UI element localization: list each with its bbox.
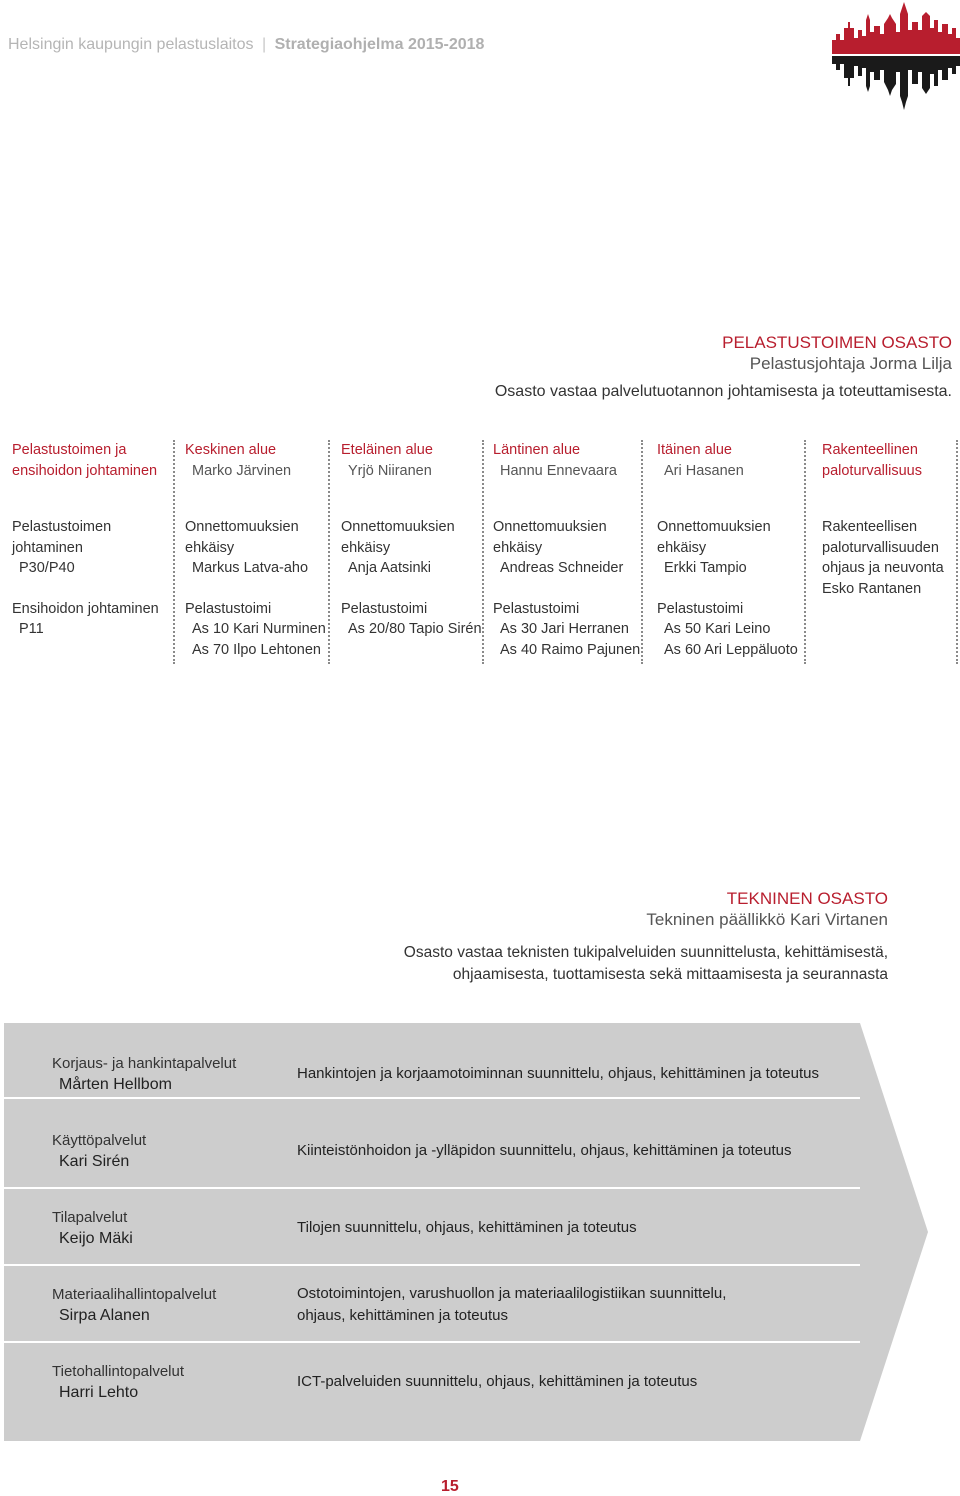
- service-person: Keijo Mäki: [59, 1230, 133, 1247]
- unit-head: Yrjö Niiranen: [348, 462, 432, 479]
- unit-title: ensihoidon johtaminen: [12, 462, 158, 479]
- unit-column: [185, 440, 330, 664]
- page-number: 15: [441, 1478, 459, 1495]
- unit-title: Läntinen alue: [493, 442, 581, 458]
- service-name: Tietohallintopalvelut: [52, 1363, 185, 1380]
- department-description: [404, 942, 888, 986]
- unit-line: Anja Aatsinki: [348, 560, 432, 576]
- service-label: [52, 1361, 184, 1403]
- header-separator: |: [261, 36, 267, 53]
- unit-title: Keskinen alue: [185, 442, 277, 458]
- unit-line: P30/P40: [19, 560, 75, 576]
- service-description: [297, 1283, 726, 1327]
- service-description-line: Tilojen suunnittelu, ohjaus, kehittäminen ja toteutus: [297, 1219, 637, 1236]
- unit-line: Ensihoidon johtaminen: [12, 600, 159, 617]
- running-header: [8, 36, 484, 54]
- unit-title: Itäinen alue: [657, 442, 732, 458]
- service-person: Kari Sirén: [59, 1153, 130, 1170]
- unit-line-spacer: [657, 579, 806, 599]
- department-head: Pelastusjohtaja Jorma Lilja: [749, 354, 952, 373]
- service-row: [4, 1113, 860, 1189]
- unit-line: johtaminen: [12, 539, 83, 556]
- unit-column: [822, 440, 958, 664]
- unit-line: paloturvallisuuden: [822, 539, 939, 556]
- service-description: [297, 1371, 697, 1393]
- service-description: [297, 1140, 792, 1162]
- service-description-line: ohjaus, kehittäminen ja toteutus: [297, 1307, 508, 1324]
- unit-line: Pelastustoimi: [185, 600, 272, 617]
- unit-body: [493, 517, 643, 660]
- description-line: Osasto vastaa teknisten tukipalveluiden suunnittelusta, kehittämisestä,: [403, 944, 888, 961]
- unit-body: [12, 517, 175, 640]
- service-name: Korjaus- ja hankintapalvelut: [52, 1055, 237, 1072]
- unit-line: Markus Latva-aho: [192, 560, 309, 576]
- unit-line: Esko Rantanen: [822, 580, 922, 597]
- department-title: PELASTUSTOIMEN OSASTO: [722, 333, 952, 352]
- unit-body: [341, 517, 484, 640]
- services-list: [4, 1023, 860, 1441]
- unit-line: As 70 Ilpo Lehtonen: [192, 641, 321, 658]
- unit-line: Erkki Tampio: [664, 560, 747, 576]
- unit-head: Marko Järvinen: [192, 462, 292, 479]
- service-description-line: ICT-palveluiden suunnittelu, ohjaus, kehittäminen ja toteutus: [297, 1373, 698, 1390]
- unit-line: As 60 Ari Leppäluoto: [664, 641, 798, 658]
- service-name: Käyttöpalvelut: [52, 1132, 147, 1149]
- unit-title: Eteläinen alue: [341, 442, 433, 458]
- skyline-reflection: [832, 56, 960, 110]
- service-row: [4, 1023, 860, 1099]
- row-divider: [4, 1097, 860, 1099]
- department-description: Osasto vastaa palvelutuotannon johtamisesta ja toteuttamisesta.: [494, 383, 952, 400]
- description-line: ohjaamisesta, tuottamisesta sekä mittaamisesta ja seurannasta: [452, 966, 888, 983]
- department-title: TEKNINEN OSASTO: [726, 889, 888, 908]
- unit-line: As 30 Jari Herranen: [500, 621, 629, 637]
- unit-body: [185, 517, 330, 660]
- service-description-line: Hankintojen ja korjaamotoiminnan suunnittelu, ohjaus, kehittäminen ja toteutus: [297, 1065, 819, 1082]
- rescue-department-heading: [495, 332, 952, 402]
- unit-line: As 20/80 Tapio Sirén: [348, 621, 482, 637]
- service-description: [297, 1217, 637, 1239]
- organization-name: Helsingin kaupungin pelastuslaitos: [8, 36, 254, 53]
- unit-line: ehkäisy: [341, 539, 391, 556]
- service-description-line: Kiinteistönhoidon ja -ylläpidon suunnittelu, ohjaus, kehittäminen ja toteutus: [297, 1142, 792, 1159]
- service-label: [52, 1053, 236, 1095]
- unit-column: [12, 440, 175, 664]
- unit-line: As 10 Kari Nurminen: [192, 621, 326, 637]
- unit-column: [657, 440, 806, 664]
- unit-line: Rakenteellisen: [822, 519, 918, 535]
- unit-line: ohjaus ja neuvonta: [822, 560, 944, 576]
- unit-line: Andreas Schneider: [500, 560, 624, 576]
- unit-body: [657, 517, 806, 660]
- row-divider: [4, 1341, 860, 1343]
- service-description: [297, 1063, 819, 1085]
- row-divider: [4, 1264, 860, 1266]
- unit-line: P11: [19, 621, 44, 637]
- unit-line: As 40 Raimo Pajunen: [500, 641, 641, 658]
- unit-line: ehkäisy: [185, 539, 235, 556]
- service-label: [52, 1284, 216, 1326]
- unit-line: Onnettomuuksien: [657, 519, 771, 535]
- unit-line-spacer: [341, 579, 484, 599]
- service-row: [4, 1344, 860, 1420]
- service-name: Materiaalihallintopalvelut: [52, 1286, 217, 1303]
- unit-line: As 50 Kari Leino: [664, 621, 771, 637]
- unit-body: [822, 517, 958, 599]
- unit-title: paloturvallisuus: [822, 462, 922, 479]
- unit-line: Pelastustoimen: [12, 519, 112, 535]
- unit-head: Ari Hasanen: [664, 462, 744, 479]
- service-row: [4, 1190, 860, 1266]
- unit-line-spacer: [185, 579, 330, 599]
- service-label: [52, 1130, 146, 1172]
- service-person: Mårten Hellbom: [59, 1076, 172, 1093]
- department-head: Tekninen päällikkö Kari Virtanen: [646, 910, 888, 929]
- unit-line: Pelastustoimi: [657, 600, 744, 617]
- city-skyline-reflection-icon: [832, 0, 960, 112]
- service-label: [52, 1207, 133, 1249]
- row-divider: [4, 1187, 860, 1189]
- unit-line: Onnettomuuksien: [341, 519, 455, 535]
- unit-line-spacer: [493, 579, 643, 599]
- unit-title: Pelastustoimen ja: [12, 442, 127, 458]
- service-row: [4, 1267, 860, 1343]
- unit-line: Pelastustoimi: [493, 600, 580, 617]
- unit-title: Rakenteellinen: [822, 442, 918, 458]
- program-name: Strategiaohjelma 2015-2018: [274, 36, 485, 53]
- unit-column: [493, 440, 643, 664]
- service-person: Harri Lehto: [59, 1384, 139, 1401]
- unit-head: Hannu Ennevaara: [500, 462, 617, 479]
- unit-line: ehkäisy: [657, 539, 707, 556]
- skyline-top: [832, 2, 960, 54]
- unit-line: Onnettomuuksien: [185, 519, 299, 535]
- unit-line: Onnettomuuksien: [493, 519, 607, 535]
- service-person: Sirpa Alanen: [59, 1307, 150, 1324]
- unit-column: [341, 440, 484, 664]
- unit-line-spacer: [12, 579, 175, 599]
- technical-department-heading: [404, 888, 888, 986]
- service-name: Tilapalvelut: [52, 1209, 128, 1226]
- unit-line: Pelastustoimi: [341, 600, 428, 617]
- service-description-line: Ostotoimintojen, varushuollon ja materiaalilogistiikan suunnittelu,: [297, 1285, 727, 1302]
- unit-line: ehkäisy: [493, 539, 543, 556]
